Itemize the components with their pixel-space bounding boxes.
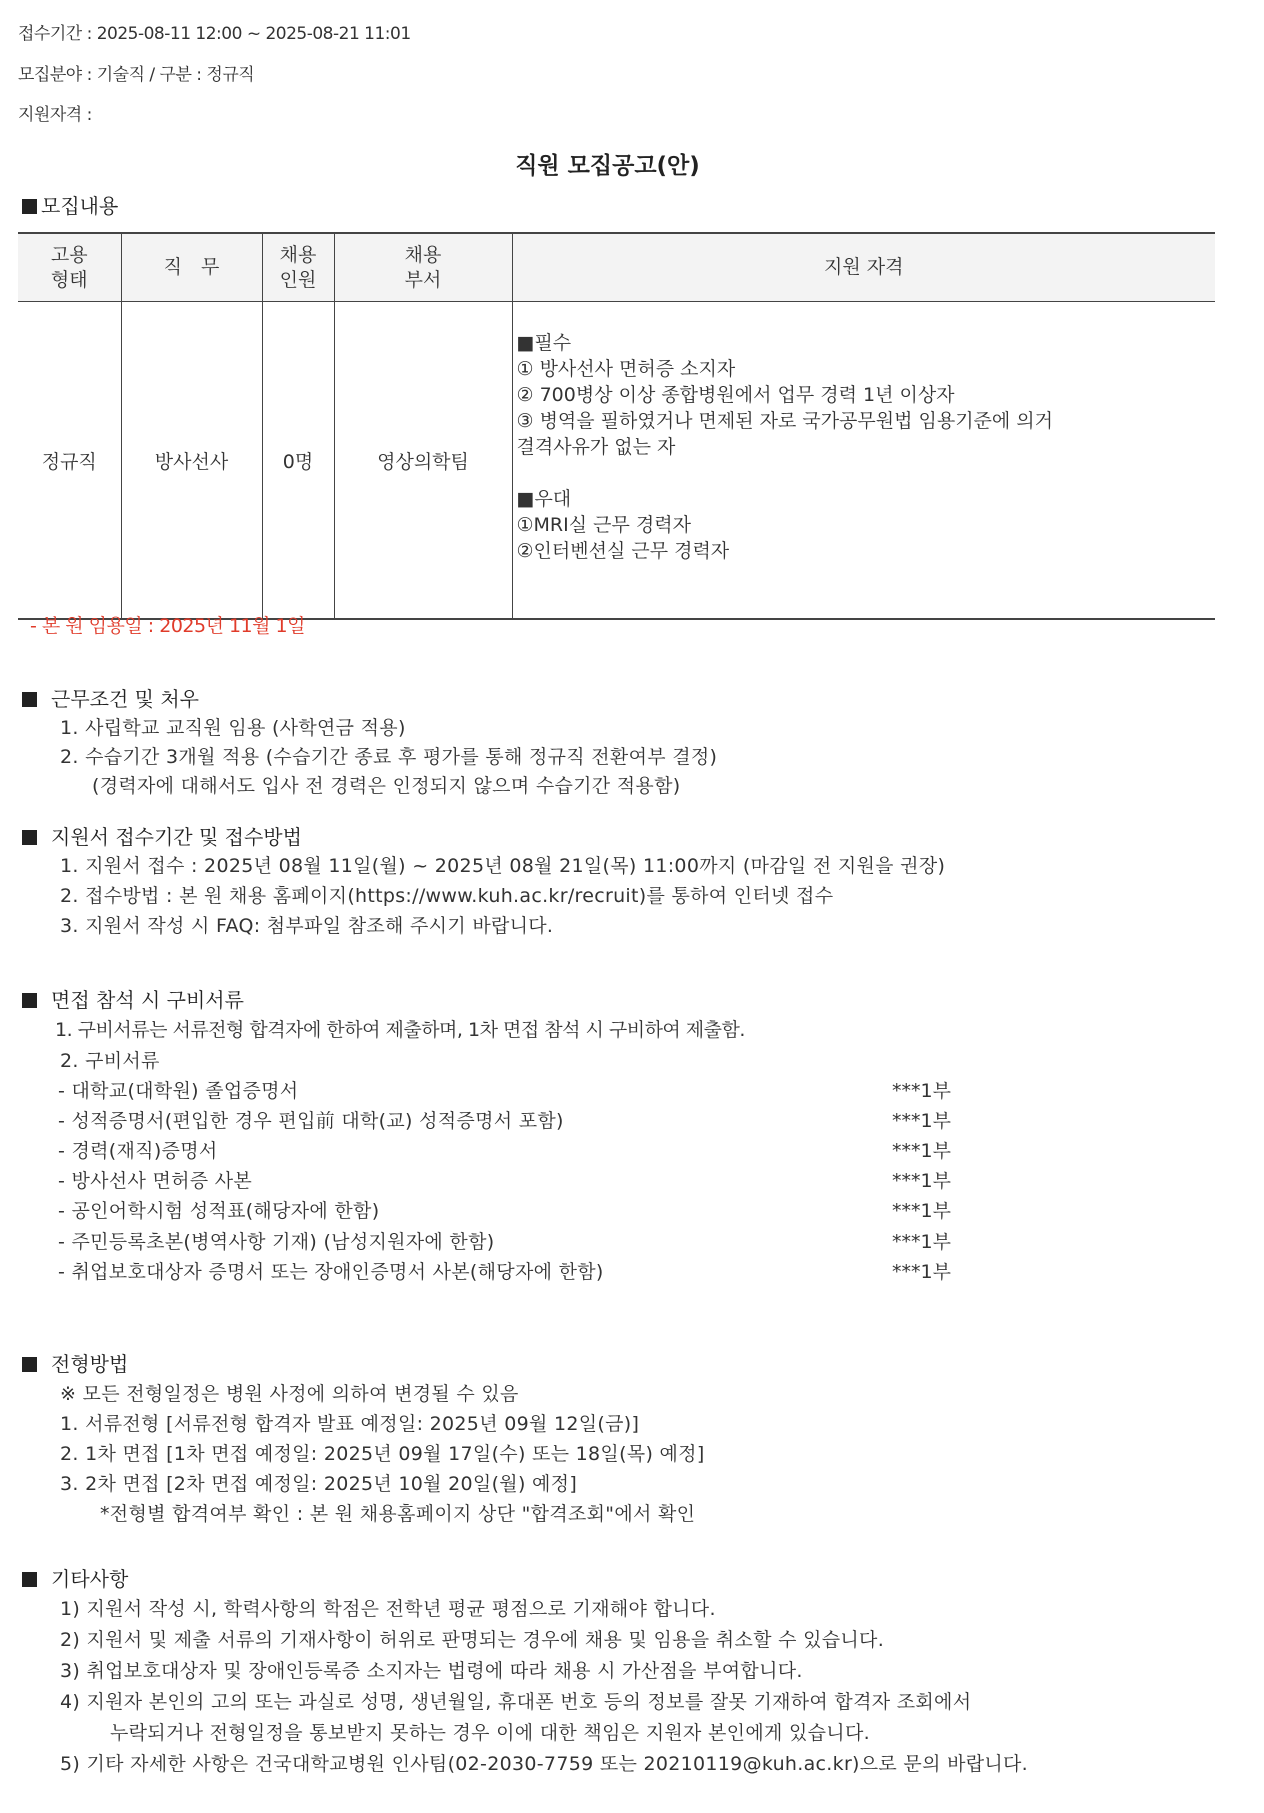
required-item: ② 700병상 이상 종합병원에서 업무 경력 1년 이상자 <box>516 384 955 406</box>
preferred-item: ②인터벤션실 근무 경력자 <box>516 540 730 562</box>
etc-line: 2) 지원서 및 제출 서류의 기재사항이 허위로 판명되는 경우에 채용 및 임용을 취소할 수 있습니다. <box>60 1629 885 1651</box>
section-documents-heading: 면접 참석 시 구비서류 <box>22 984 244 1013</box>
document-count: ***1부 <box>892 1170 951 1192</box>
cell-job: 방사선사 <box>121 302 262 620</box>
application-line: 2. 접수방법 : 본 원 채용 홈페이지(https://www.kuh.ac.kr/recruit)를 통하여 인터넷 접수 <box>60 885 834 907</box>
section-recruit-heading: 모집내용 <box>22 190 118 219</box>
cell-department: 영상의학팀 <box>334 302 512 620</box>
selection-line: 1. 서류전형 [서류전형 합격자 발표 예정일: 2025년 09월 12일(금)] <box>60 1413 640 1435</box>
preferred-item: ①MRI실 근무 경력자 <box>516 514 691 536</box>
etc-line: 3) 취업보호대상자 및 장애인등록증 소지자는 법령에 따라 채용 시 가산점을 부여합니다. <box>60 1660 803 1682</box>
square-bullet-icon <box>22 1357 37 1372</box>
qualification-label: 지원자격 : <box>18 105 92 125</box>
table-row <box>18 302 1215 620</box>
header-qualification: 지원 자격 <box>512 233 1215 302</box>
documents-sub: 2. 구비서류 <box>60 1050 160 1072</box>
header-job: 직 무 <box>121 233 262 302</box>
required-title: ■필수 <box>516 332 572 354</box>
cell-headcount: 0명 <box>262 302 334 620</box>
selection-line: ※ 모든 전형일정은 병원 사정에 의하여 변경될 수 있음 <box>60 1383 519 1405</box>
cell-qualification <box>512 302 1215 620</box>
etc-line: 1) 지원서 작성 시, 학력사항의 학점은 전학년 평균 평점으로 기재해야 합니다. <box>60 1598 716 1620</box>
conditions-line: 1. 사립학교 교직원 임용 (사학연금 적용) <box>60 717 406 739</box>
document-item: - 성적증명서(편입한 경우 편입前 대학(교) 성적증명서 포함) <box>58 1110 564 1132</box>
square-bullet-icon <box>22 692 37 707</box>
document-item: - 방사선사 면허증 사본 <box>58 1170 253 1192</box>
selection-line: 3. 2차 면접 [2차 면접 예정일: 2025년 10월 20일(월) 예정] <box>60 1473 578 1495</box>
etc-line: 누락되거나 전형일정을 통보받지 못하는 경우 이에 대한 책임은 지원자 본인에게 있습니다. <box>110 1722 870 1744</box>
document-item: - 대학교(대학원) 졸업증명서 <box>58 1080 299 1102</box>
square-bullet-icon <box>22 199 37 214</box>
document-item: - 공인어학시험 성적표(해당자에 한함) <box>58 1200 380 1222</box>
section-application-heading: 지원서 접수기간 및 접수방법 <box>22 821 302 850</box>
document-count: ***1부 <box>892 1231 951 1253</box>
square-bullet-icon <box>22 830 37 845</box>
document-item: - 취업보호대상자 증명서 또는 장애인증명서 사본(해당자에 한함) <box>58 1261 604 1283</box>
recruit-field: 모집분야 : 기술직 / 구분 : 정규직 <box>18 65 255 85</box>
header-headcount: 채용 인원 <box>262 233 334 302</box>
square-bullet-icon <box>22 993 37 1008</box>
document-count: ***1부 <box>892 1080 951 1102</box>
conditions-line: 2. 수습기간 3개월 적용 (수습기간 종료 후 평가를 통해 정규직 전환여부 결정) <box>60 746 718 768</box>
square-bullet-icon <box>22 1572 37 1587</box>
required-item: 결격사유가 없는 자 <box>516 436 676 458</box>
selection-line: *전형별 합격여부 확인 : 본 원 채용홈페이지 상단 "합격조회"에서 확인 <box>100 1503 696 1525</box>
document-count: ***1부 <box>892 1110 951 1132</box>
document-count: ***1부 <box>892 1261 951 1283</box>
selection-line: 2. 1차 면접 [1차 면접 예정일: 2025년 09월 17일(수) 또는 18일(목) 예정] <box>60 1443 705 1465</box>
cell-employment-type: 정규직 <box>18 302 121 620</box>
appointment-date: - 본 원 임용일 : 2025년 11월 1일 <box>30 615 305 637</box>
application-line: 1. 지원서 접수 : 2025년 08월 11일(월) ~ 2025년 08월 21일(목) 11:00까지 (마감일 전 지원을 권장) <box>60 855 946 877</box>
document-item: - 경력(재직)증명서 <box>58 1140 218 1162</box>
etc-line: 4) 지원자 본인의 고의 또는 과실로 성명, 생년월일, 휴대폰 번호 등의 정보를 잘못 기재하여 합격자 조회에서 <box>60 1691 972 1713</box>
recruit-table <box>18 232 1215 620</box>
table-header-row <box>18 233 1215 302</box>
preferred-title: ■우대 <box>516 488 572 510</box>
section-conditions-heading: 근무조건 및 처우 <box>22 683 199 712</box>
required-item: ③ 병역을 필하였거나 면제된 자로 국가공무원법 임용기준에 의거 <box>516 410 1054 432</box>
section-etc-heading: 기타사항 <box>22 1563 128 1592</box>
document-count: ***1부 <box>892 1140 951 1162</box>
conditions-line: (경력자에 대해서도 입사 전 경력은 인정되지 않으며 수습기간 적용함) <box>92 775 681 797</box>
header-department: 채용 부서 <box>334 233 512 302</box>
page-title: 직원 모집공고(안) <box>515 153 700 179</box>
header-employment-type: 고용 형태 <box>18 233 121 302</box>
document-item: - 주민등록초본(병역사항 기재) (남성지원자에 한함) <box>58 1231 495 1253</box>
application-period: 접수기간 : 2025-08-11 12:00 ~ 2025-08-21 11:01 <box>18 24 411 44</box>
application-line: 3. 지원서 작성 시 FAQ: 첨부파일 참조해 주시기 바랍니다. <box>60 915 554 937</box>
etc-line: 5) 기타 자세한 사항은 건국대학교병원 인사팀(02-2030-7759 또는 20210119@kuh.ac.kr)으로 문의 바랍니다. <box>60 1753 1029 1775</box>
required-item: ① 방사선사 면허증 소지자 <box>516 358 736 380</box>
documents-intro: 1. 구비서류는 서류전형 합격자에 한하여 제출하며, 1차 면접 참석 시 구비하여 제출함. <box>55 1019 745 1041</box>
document-count: ***1부 <box>892 1200 951 1222</box>
section-selection-heading: 전형방법 <box>22 1348 128 1377</box>
